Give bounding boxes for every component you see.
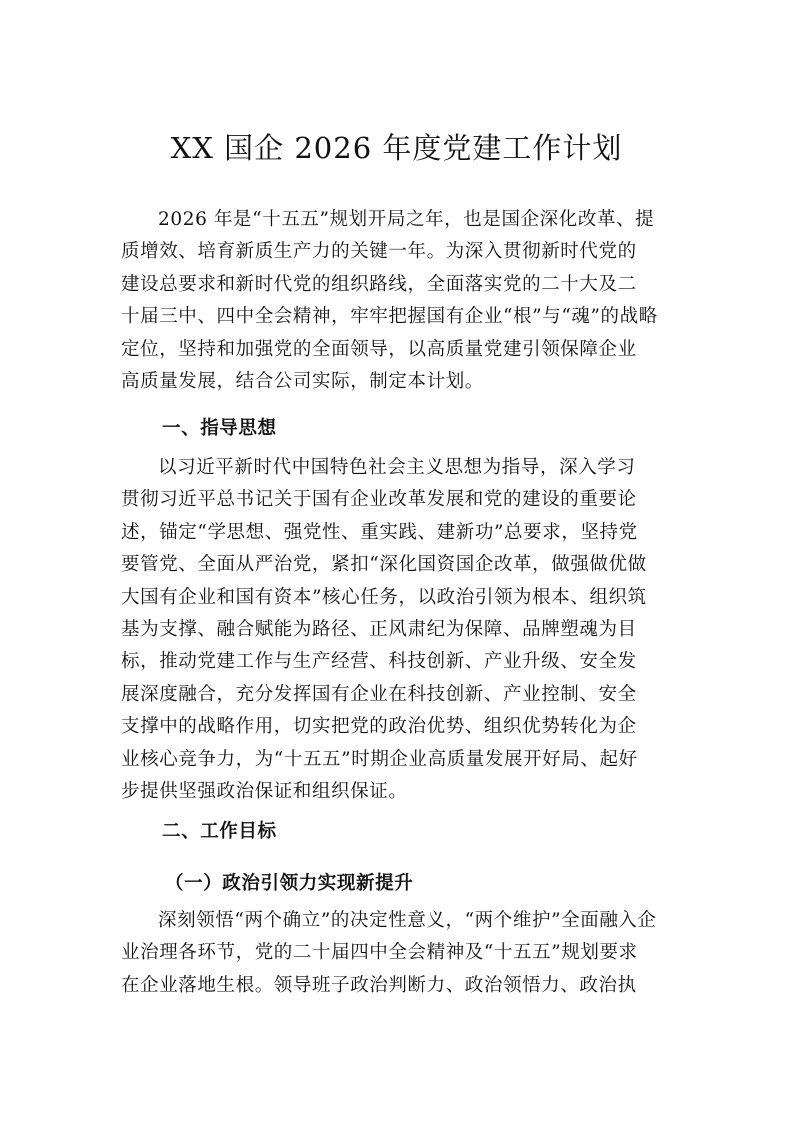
- section-heading-work-goals: 二、工作目标: [162, 821, 277, 842]
- paragraph-line: 十届三中、四中全会精神，牢牢把握国有企业“根”与“魂”的战略: [121, 306, 658, 328]
- paragraph-line: 2026 年是“十五五”规划开局之年，也是国企深化改革、提: [158, 209, 655, 230]
- subsection-heading-political-leadership: （一）政治引领力实现新提升: [165, 873, 414, 894]
- paragraph-line: 标，推动党建工作与生产经营、科技创新、产业升级、安全发: [121, 651, 637, 673]
- intro-paragraph: [121, 204, 681, 398]
- paragraph-line: 大国有企业和国有资本”核心任务，以政治引领为根本、组织筑: [121, 586, 647, 608]
- paragraph-line: 深刻领悟“两个确立”的决定性意义，“两个维护”全面融入企: [158, 910, 657, 931]
- paragraph-line: 建设总要求和新时代党的组织路线，全面落实党的二十大及二: [121, 273, 637, 295]
- paragraph-line: 质增效、培育新质生产力的关键一年。为深入贯彻新时代党的: [121, 241, 637, 263]
- guiding-ideology-paragraph: [121, 452, 681, 808]
- political-leadership-paragraph: [121, 905, 681, 1002]
- paragraph-line: 展深度融合，充分发挥国有企业在科技创新、产业控制、安全: [121, 683, 637, 705]
- paragraph-line: 定位，坚持和加强党的全面领导，以高质量党建引领保障企业: [121, 338, 637, 360]
- section-heading-guiding-ideology: 一、指导思想: [162, 418, 277, 439]
- paragraph-line: 述，锚定“学思想、强党性、重实践、建新功”总要求，坚持党: [121, 521, 638, 543]
- document-title: XX 国企 2026 年度党建工作计划: [170, 131, 623, 165]
- paragraph-line: 在企业落地生根。领导班子政治判断力、政治领悟力、政治执: [121, 974, 637, 996]
- paragraph-line: 贯彻习近平总书记关于国有企业改革发展和党的建设的重要论: [121, 489, 637, 511]
- paragraph-line: 基为支撑、融合赋能为路径、正风肃纪为保障、品牌塑魂为目: [121, 618, 637, 640]
- paragraph-line: 业治理各环节，党的二十届四中全会精神及“十五五”规划要求: [121, 942, 638, 964]
- paragraph-line: 以习近平新时代中国特色社会主义思想为指导，深入学习: [158, 457, 636, 478]
- paragraph-line: 步提供坚强政治保证和组织保证。: [121, 780, 408, 802]
- paragraph-line: 高质量发展，结合公司实际，制定本计划。: [121, 370, 484, 392]
- paragraph-line: 业核心竞争力，为“十五五”时期企业高质量发展开好局、起好: [121, 748, 638, 770]
- paragraph-line: 要管党、全面从严治党，紧扣“深化国资国企改革，做强做优做: [121, 554, 647, 576]
- paragraph-line: 支撑中的战略作用，切实把党的政治优势、组织优势转化为企: [121, 716, 637, 738]
